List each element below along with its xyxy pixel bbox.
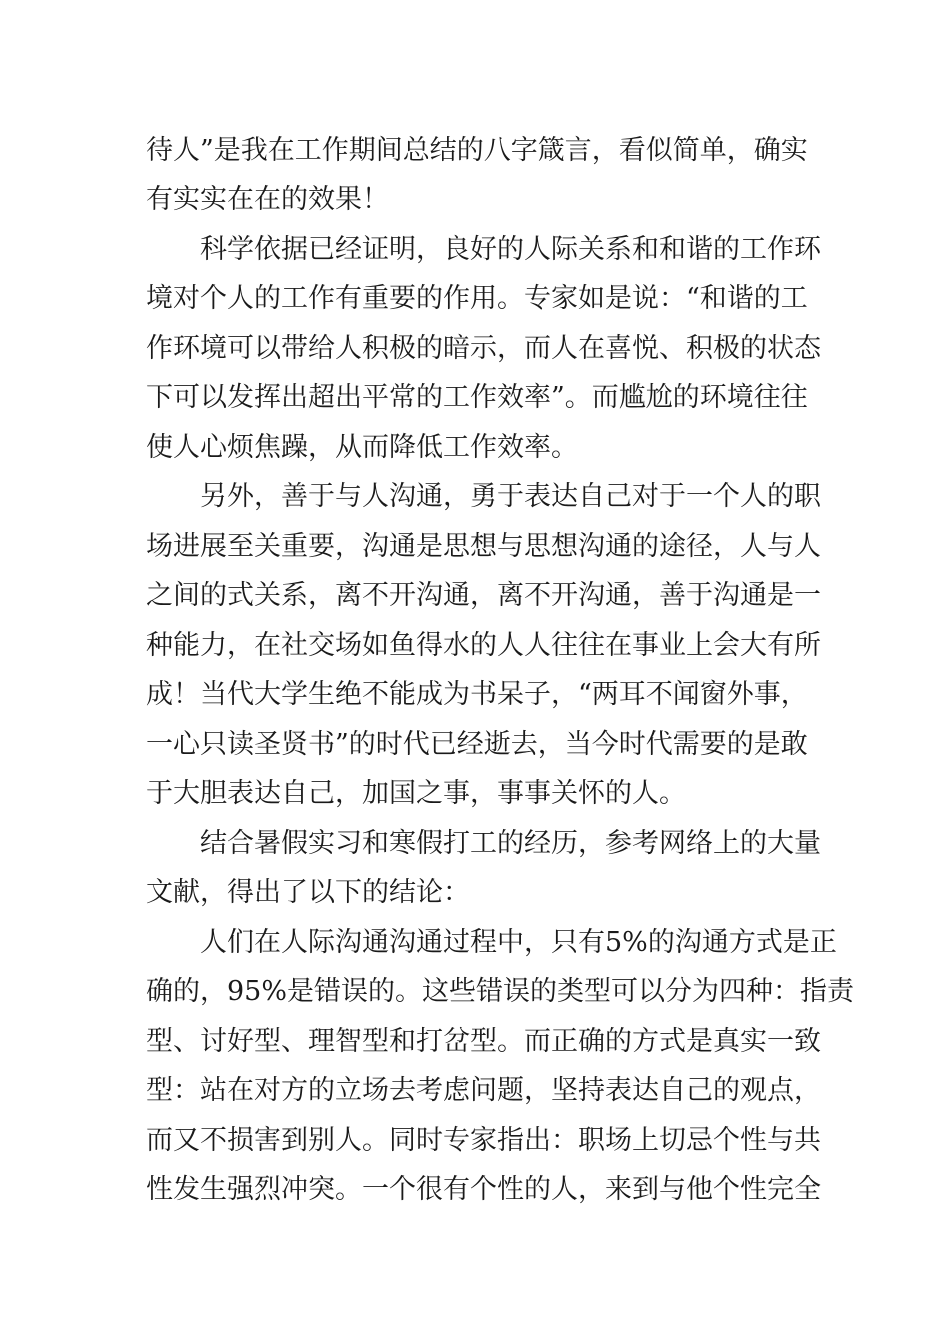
text-line: 境对个人的工作有重要的作用。专家如是说：“和谐的工: [146, 283, 808, 314]
text-line: 性发生强烈冲突。一个很有个性的人，来到与他个性完全: [146, 1174, 821, 1205]
paragraph-first-line: 另外，善于与人沟通，勇于表达自己对于一个人的职: [200, 481, 821, 512]
text-line: 确的，95%是错误的。这些错误的类型可以分为四种：指责: [146, 976, 855, 1007]
paragraph-first-line: 人们在人际沟通沟通过程中，只有5%的沟通方式是正: [200, 927, 837, 958]
text-line: 于大胆表达自己，加国之事，事事关怀的人。: [146, 778, 686, 809]
text-line: 待人”是我在工作期间总结的八字箴言，看似简单，确实: [146, 135, 808, 166]
text-line: 作环境可以带给人积极的暗示，而人在喜悦、积极的状态: [146, 333, 821, 364]
text-line: 型、讨好型、理智型和打岔型。而正确的方式是真实一致: [146, 1026, 821, 1057]
text-line: 而又不损害到别人。同时专家指出：职场上切忌个性与共: [146, 1125, 821, 1156]
text-line: 下可以发挥出超出平常的工作效率”。而尴尬的环境往往: [146, 382, 808, 413]
text-line: 文献，得出了以下的结论：: [146, 877, 470, 908]
text-line: 一心只读圣贤书”的时代已经逝去，当今时代需要的是敢: [146, 729, 808, 760]
paragraph-first-line: 结合暑假实习和寒假打工的经历，参考网络上的大量: [200, 828, 821, 859]
text-line: 使人心烦焦躁，从而降低工作效率。: [146, 432, 578, 463]
text-line: 之间的式关系，离不开沟通，离不开沟通，善于沟通是一: [146, 580, 821, 611]
paragraph-first-line: 科学依据已经证明，良好的人际关系和和谐的工作环: [200, 234, 821, 265]
text-line: 成！当代大学生绝不能成为书呆子，“两耳不闻窗外事，: [146, 679, 808, 710]
text-line: 型：站在对方的立场去考虑问题，坚持表达自己的观点，: [146, 1075, 821, 1106]
text-line: 有实实在在的效果！: [146, 184, 389, 215]
text-line: 种能力，在社交场如鱼得水的人人往往在事业上会大有所: [146, 630, 821, 661]
text-line: 场进展至关重要，沟通是思想与思想沟通的途径，人与人: [146, 531, 821, 562]
